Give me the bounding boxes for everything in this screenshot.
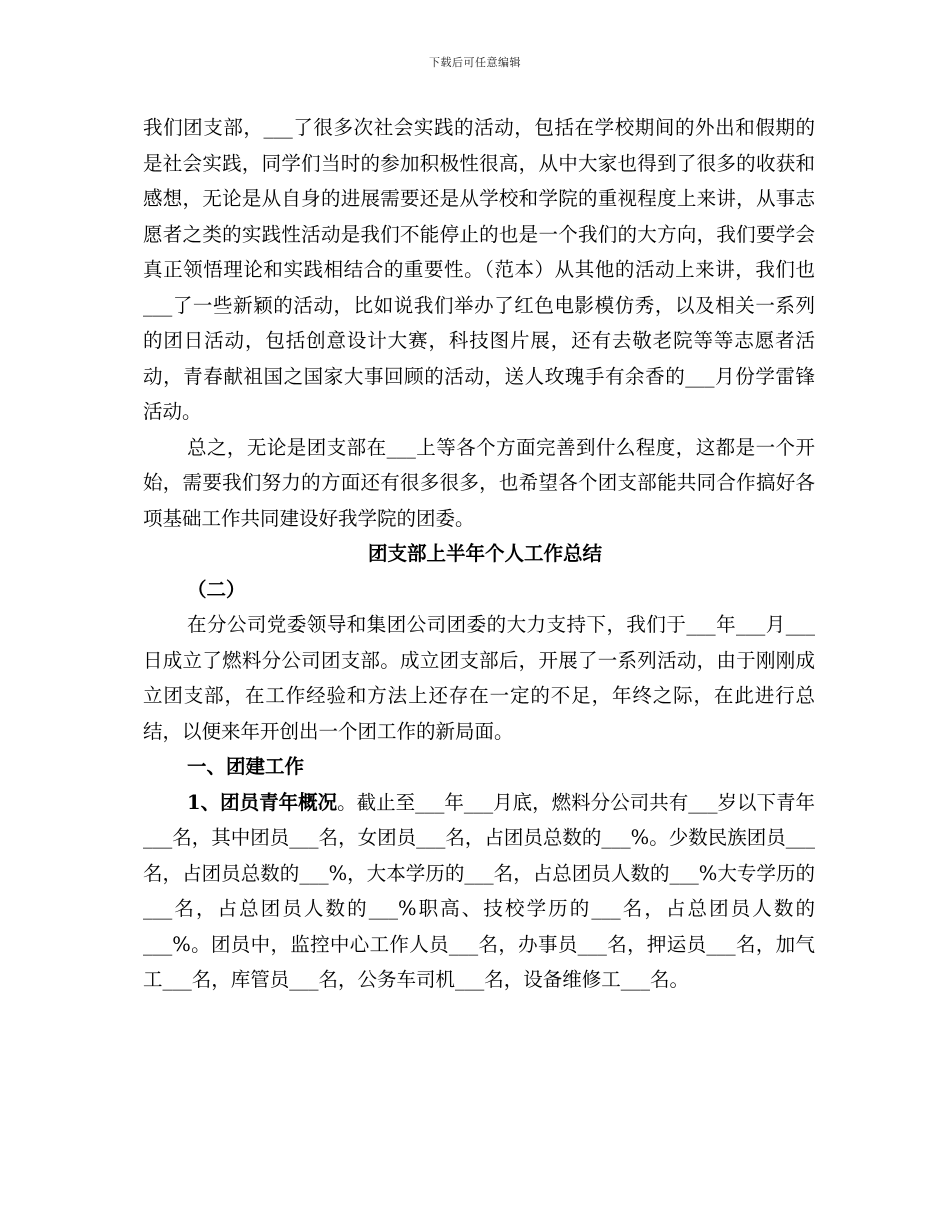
page-header: 下载后可任意编辑 (429, 56, 521, 69)
document-body (143, 110, 815, 998)
paragraph-social-practice: 我们团支部，___了很多次社会实践的活动，包括在学校期间的外出和假期的是社会实践，同学们当时的参加积极性很高，从中大家也得到了很多的收获和感想，无论是从自身的进展需要还是从学校和学院的重视程度上来讲，从事志愿者之类的实践性活动是我们不能停止的也是一个我们的大方向，我们要学会真正领悟理论和实践相结合的重要性。（范本）从其他的活动上来讲，我们也___了一些新颖的活动，比如说我们举办了红色电影模仿秀，以及相关一系列的团日活动，包括创意设计大赛，科技图片展，还有去敬老院等等志愿者活动，青春献祖国之国家大事回顾的活动，送人玫瑰手有余香的___月份学雷锋活动。 (143, 116, 815, 423)
paragraph-conclusion: 总之，无论是团支部在___上等各个方面完善到什么程度，这都是一个开始，需要我们努力的方面还有很多很多，也希望各个团支部能共同合作搞好各项基础工作共同建设好我学院的团委。 (143, 435, 815, 530)
paragraph-youth-overview (143, 785, 815, 998)
section-title: 团支部上半年个人工作总结 (367, 542, 602, 565)
item-text: 。截止至___年___月底，燃料分公司共有___岁以下青年___名，其中团员___名，女团员___名，占团员总数的___%。少数民族团员___名，占团员总数的___%，大本学历的___名，占总团员人数的___%大专学历的___名，占总团员人数的___%职高、技校学历的___名，占总团员人数的___%。团员中，监控中心工作人员___名，办事员___名，押运员___名，加气工___名，库管员___名，公务车司机___名，设备维修工___名。 (143, 790, 815, 991)
paragraph-intro: 在分公司党委领导和集团公司团委的大力支持下，我们于___年___月___日成立了燃料分公司团支部。成立团支部后，开展了一系列活动，由于刚刚成立团支部，在工作经验和方法上还存在一定的不足，年终之际，在此进行总结，以便来年开创出一个团工作的新局面。 (143, 613, 815, 743)
section-subtitle: （二） (187, 577, 246, 601)
heading-party-building: 一、团建工作 (187, 755, 305, 778)
item-label: 1、团员青年概况 (187, 790, 338, 814)
